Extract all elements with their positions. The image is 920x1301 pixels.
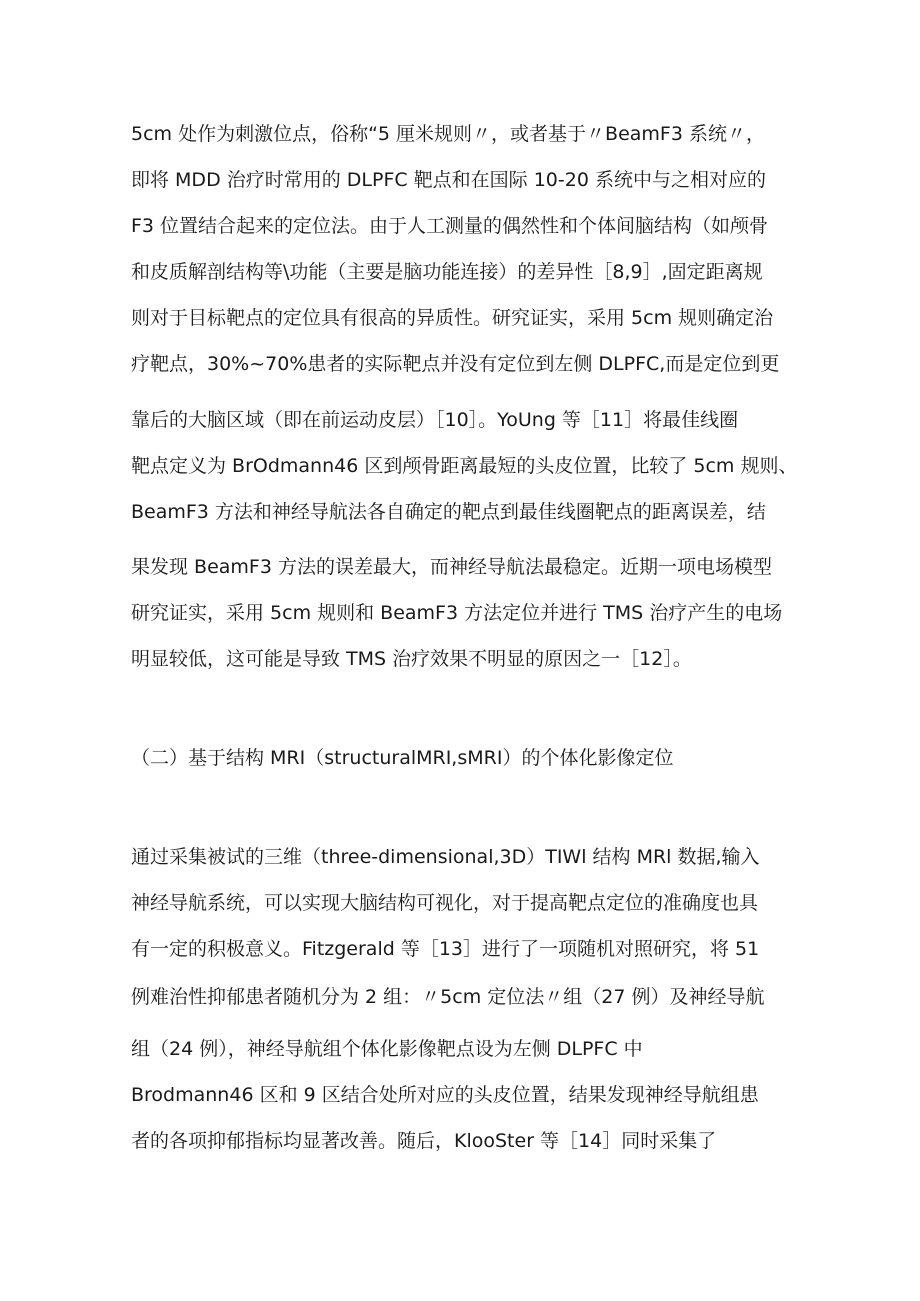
paragraph-2-line-2: 神经导航系统，可以实现大脑结构可视化，对于提高靶点定位的准确度也具 bbox=[131, 892, 759, 914]
paragraph-2-line-5: 组（24 例），神经导航组个体化影像靶点设为左侧 DLPFC 中 bbox=[131, 1038, 643, 1060]
paragraph-1-line-9: BeamF3 方法和神经导航法各自确定的靶点到最佳线圈靶点的距离误差，结 bbox=[131, 501, 766, 523]
section-heading: （二）基于结构 MRI（structuralMRI,sMRI）的个体化影像定位 bbox=[131, 747, 674, 769]
paragraph-1-line-4: 和皮质解剖结构等\功能（主要是脑功能连接）的差异性［8,9］,固定距离规 bbox=[131, 261, 763, 283]
paragraph-1-line-7: 靠后的大脑区域（即在前运动皮层）［10］。YoUng 等［11］将最佳线圈 bbox=[131, 409, 739, 431]
paragraph-2-line-7: 者的各项抑郁指标均显著改善。随后，KlooSter 等［14］同时采集了 bbox=[131, 1130, 717, 1152]
paragraph-2-line-1: 通过采集被试的三维（three-dimensional,3D）TIWl 结构 MRl 数据,输入 bbox=[131, 846, 760, 868]
paragraph-1-line-2: 即将 MDD 治疗时常用的 DLPFC 靶点和在国际 10-20 系统中与之相对应的 bbox=[131, 169, 766, 191]
paragraph-2-line-4: 例难治性抑郁患者随机分为 2 组：〃5cm 定位法〃组（27 例）及神经导航 bbox=[131, 986, 765, 1008]
paragraph-2-line-3: 有一定的积极意义。Fitzgerald 等［13］进行了一项随机对照研究，将 51 bbox=[131, 938, 760, 960]
paragraph-2-line-6: Brodmann46 区和 9 区结合处所对应的头皮位置，结果发现神经导航组患 bbox=[131, 1084, 759, 1106]
paragraph-1-line-3: F3 位置结合起来的定位法。由于人工测量的偶然性和个体间脑结构（如颅骨 bbox=[131, 215, 769, 237]
paragraph-1-line-11: 研究证实，采用 5cm 规则和 BeamF3 方法定位并进行 TMS 治疗产生的电场 bbox=[131, 602, 783, 624]
paragraph-1-line-5: 则对于目标靶点的定位具有很高的异质性。研究证实，采用 5cm 规则确定治 bbox=[131, 307, 774, 329]
paragraph-1-line-12: 明显较低，这可能是导致 TMS 治疗效果不明显的原因之一［12］。 bbox=[131, 648, 692, 670]
paragraph-1-line-8: 靶点定义为 BrOdmann46 区到颅骨距离最短的头皮位置，比较了 5cm 规则、 bbox=[131, 455, 798, 477]
paragraph-1-line-6: 疗靶点，30%~70%患者的实际靶点并没有定位到左侧 DLPFC,而是定位到更 bbox=[131, 353, 780, 375]
paragraph-1-line-1: 5cm 处作为刺激位点，俗称“5 厘米规则〃，或者基于〃BeamF3 系统〃， bbox=[131, 123, 765, 145]
paragraph-1-line-10: 果发现 BeamF3 方法的误差最大，而神经导航法最稳定。近期一项电场模型 bbox=[131, 556, 772, 578]
